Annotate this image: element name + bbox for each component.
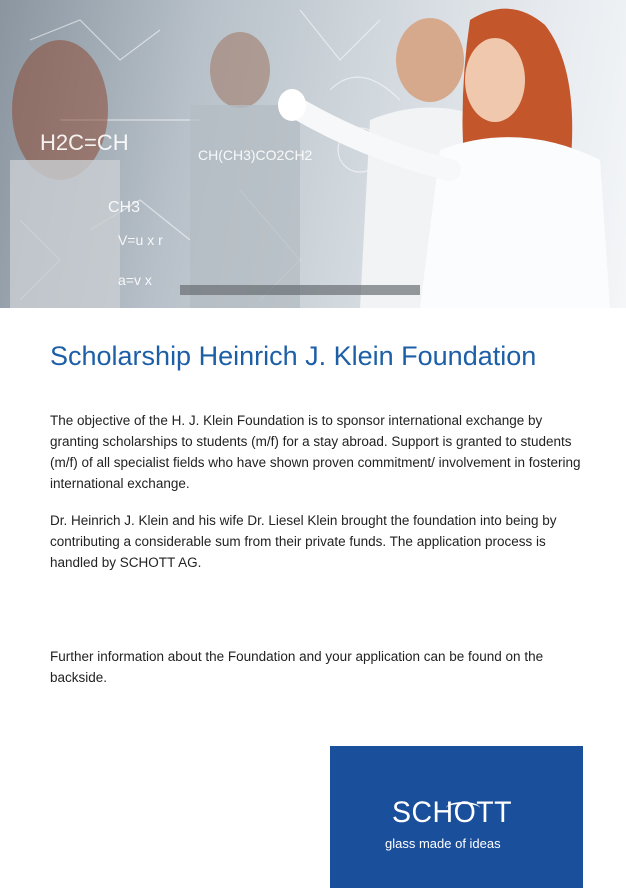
- logo-tagline: glass made of ideas: [385, 836, 501, 851]
- formula-vector-1: V=u x r: [118, 232, 163, 248]
- gloved-hand: [278, 89, 306, 121]
- page-title: Scholarship Heinrich J. Klein Foundation: [50, 341, 537, 371]
- formula-vector-2: a=v x: [118, 272, 152, 288]
- person-left-hair: [12, 40, 108, 180]
- paragraph-objective: The objective of the H. J. Klein Foundation is to sponsor international exchange by granting scholarships to students (m/f) for a stay abroad. Support is granted to students (m/f) of all specialist fields who have shown proven commitment/ involvement in fostering international exchange.: [50, 413, 581, 491]
- schott-logo: [330, 746, 583, 888]
- formula-ch3: CH3: [108, 199, 141, 216]
- person-left-coat: [10, 160, 120, 308]
- paragraph-further-info: Further information about the Foundation and your application can be found on the backside.: [50, 649, 544, 685]
- woman-face: [465, 38, 525, 122]
- paragraph-founders: Dr. Heinrich J. Klein and his wife Dr. Liesel Klein brought the foundation into being by contributing a considerable sum from their private funds. The application process is handled by SCHOTT AG.: [50, 513, 557, 570]
- logo-wordmark: SCHOTT: [392, 796, 513, 829]
- formula-h2c: H2C=CH: [40, 130, 129, 155]
- hero-image: [0, 0, 626, 308]
- hero-illustration: [0, 0, 626, 308]
- formula-chain: CH(CH3)CO2CH2: [198, 147, 313, 163]
- person-center-head: [210, 32, 270, 108]
- man-head: [396, 18, 464, 102]
- person-center-coat: [190, 105, 300, 308]
- lab-table: [180, 285, 420, 295]
